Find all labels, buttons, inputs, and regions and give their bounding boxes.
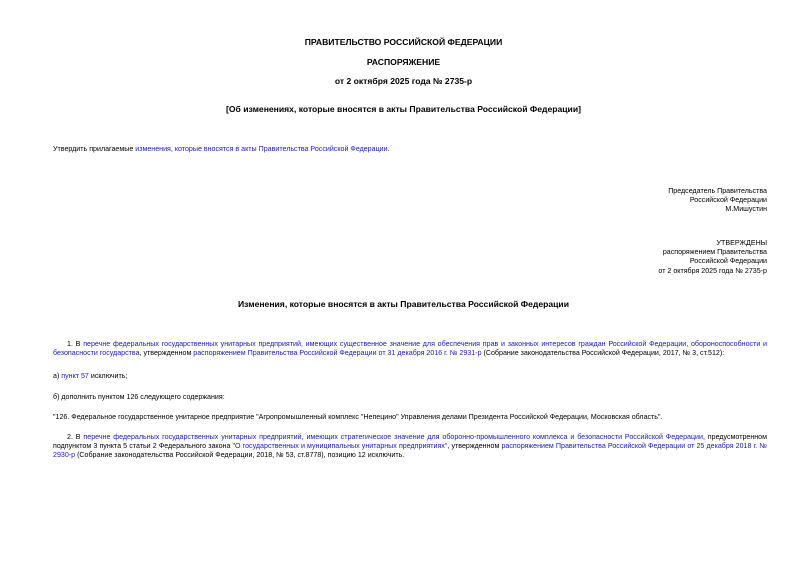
government-heading: ПРАВИТЕЛЬСТВО РОССИЙСКОЙ ФЕДЕРАЦИИ <box>304 37 503 47</box>
signature-name: М.Мишустин <box>725 205 767 214</box>
item-1-paragraph <box>53 340 767 358</box>
item-1-tail: (Собрание законодательства Российской Федерации, 2017, № 3, ст.512): <box>481 349 725 358</box>
item-2-tail: (Собрание законодательства Российской Федерации, 2018, № 53, ст.8778), позицию 12 исключить. <box>75 451 405 460</box>
item-2-mid2: , утвержденном <box>447 442 502 451</box>
signature-org: Российской Федерации <box>689 196 767 205</box>
intro-prefix: Утвердить прилагаемые <box>53 145 136 153</box>
item-2-order-link[interactable]: распоряжением Правительства Российской Федерации от 25 декабря 2018 г. № 2930-р <box>53 442 768 460</box>
signature-block <box>668 187 767 215</box>
item-1a-prefix: а) <box>53 372 62 380</box>
approved-heading: УТВЕРЖДЕНЫ <box>716 239 767 247</box>
item-1-mid: , утвержденном <box>139 349 194 358</box>
item-1b-paragraph: б) дополнить пунктом 126 следующего содержания: <box>53 393 225 401</box>
item-1a-point-link[interactable]: пункт 57 <box>61 372 89 380</box>
approved-org: Российской Федерации <box>689 257 767 266</box>
changes-link[interactable]: изменения, которые вносятся в акты Правительства Российской Федерации <box>135 145 388 153</box>
document-title: [Об изменениях, которые вносятся в акты Правительства Российской Федерации] <box>225 104 581 114</box>
doc-type-heading: РАСПОРЯЖЕНИЕ <box>366 57 441 67</box>
item-1-list-link[interactable]: перечне федеральных государственных унитарных предприятий, имеющих существенное значение для обеспечения прав и законных интересов граждан Российской Федерации, обороноспособности и безопасности государства <box>53 340 768 358</box>
approved-block <box>658 239 767 276</box>
item-1a-suffix: исключить; <box>88 372 128 380</box>
item-2-law-link[interactable]: "О государственных и муниципальных унитарных предприятиях" <box>232 442 448 451</box>
approved-by: распоряжением Правительства <box>662 248 767 257</box>
item-2-mid1: , предусмотренном подпунктом 3 пункта 5 статьи 2 Федерального закона <box>53 433 767 451</box>
signature-position: Председатель Правительства <box>668 187 767 195</box>
item-1b-text: "126. Федеральное государственное унитарное предприятие "Агропромышленный комплекс "Непецино" Управления делами Президента Российской Федерации, Московская область". <box>53 413 663 421</box>
item-2-paragraph <box>53 433 767 461</box>
intro-suffix: . <box>387 145 390 153</box>
item-2-list-link[interactable]: перечне федеральных государственных унитарных предприятий, имеющих стратегическое значение для оборонно-промышленного комплекса и безопасности Российской Федерации <box>83 433 703 441</box>
item-1-number: 1. В <box>67 340 84 348</box>
item-1-order-link[interactable]: распоряжением Правительства Российской Федерации от 31 декабря 2016 г. № 2931-р <box>193 349 482 358</box>
approved-date: от 2 октября 2025 года № 2735-р <box>658 266 767 275</box>
item-1a-paragraph <box>53 372 767 381</box>
intro-paragraph <box>53 145 767 154</box>
item-2-number: 2. В <box>67 433 84 441</box>
changes-title: Изменения, которые вносятся в акты Правительства Российской Федерации <box>237 299 569 309</box>
date-number-heading: от 2 октября 2025 года № 2735-р <box>334 76 473 86</box>
